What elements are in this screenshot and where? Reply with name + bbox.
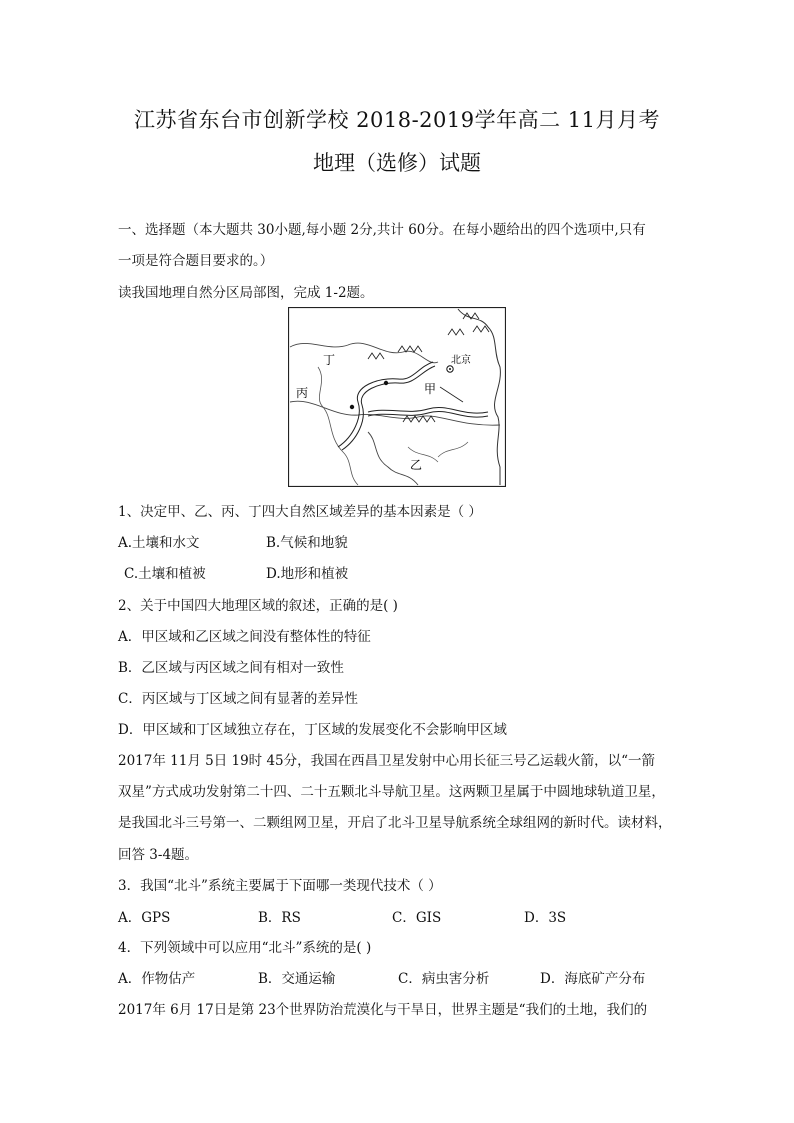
question-1-option-d: D.地形和植被 (266, 566, 349, 582)
passage-1-line: 是我国北斗三号第一、二颗组网卫星，开启了北斗卫星导航系统全球组网的新时代。读材料， (118, 815, 672, 831)
passage-2-line: 2017年 6月 17日是第 23个世界防治荒漠化与干旱日，世界主题是“我们的土地，我们的 (118, 1002, 648, 1018)
section-heading-cont: 一项是符合题目要求的。） (118, 253, 274, 269)
question-2-option-d: D．甲区域和丁区域独立存在，丁区域的发展变化不会影响甲区域 (118, 722, 507, 738)
city-dot (384, 381, 388, 385)
question-2-option-a: A．甲区域和乙区域之间没有整体性的特征 (118, 629, 371, 645)
exam-subtitle: 地理（选修）试题 (313, 151, 481, 175)
region-map (288, 307, 506, 487)
question-2-option-c: C．丙区域与丁区域之间有显著的差异性 (118, 691, 358, 707)
question-3-option-c: C．GIS (392, 910, 442, 926)
question-1-option-a: A.土壤和水文 (118, 535, 200, 551)
question-4-stem: 4．下列领域中可以应用“北斗”系统的是( ) (118, 940, 372, 956)
question-4-option-b: B．交通运输 (258, 971, 336, 987)
question-3-option-b: B．RS (258, 910, 301, 926)
question-3-option-d: D．3S (524, 910, 567, 926)
question-3-option-a: A．GPS (118, 910, 171, 926)
passage-1-line: 回答 3-4题。 (118, 847, 199, 863)
question-1-option-c: C.土壤和植被 (124, 566, 206, 582)
label-beijing: 北京 (451, 355, 471, 366)
city-dot (350, 405, 354, 409)
question-3-stem: 3．我国“北斗”系统主要属于下面哪一类现代技术（ ） (118, 878, 442, 894)
label-yi: 乙 (410, 458, 423, 472)
question-1-option-b: B.气候和地貌 (266, 535, 348, 551)
label-jia: 甲 (424, 382, 437, 396)
question-2-stem: 2、关于中国四大地理区域的叙述，正确的是( ) (118, 598, 398, 614)
map-intro: 读我国地理自然分区局部图，完成 1-2题。 (118, 285, 374, 301)
question-4-option-d: D．海底矿产分布 (540, 971, 646, 987)
passage-1-line: 2017年 11月 5日 19时 45分，我国在西昌卫星发射中心用长征三号乙运载火箭，以“一箭 (118, 753, 656, 769)
question-4-option-a: A．作物估产 (118, 971, 196, 987)
exam-title: 江苏省东台市创新学校 2018-2019学年高二 11月月考 (133, 108, 661, 132)
question-2-option-b: B．乙区域与丙区域之间有相对一致性 (118, 660, 344, 676)
question-4-option-c: C．病虫害分析 (398, 971, 490, 987)
question-1-stem: 1、决定甲、乙、丙、丁四大自然区域差异的基本因素是（ ） (118, 504, 482, 520)
map-frame (289, 308, 506, 487)
section-heading: 一、选择题（本大题共 30小题,每小题 2分,共计 60分。在每小题给出的四个选项中,只有 (118, 222, 646, 238)
passage-1-line: 双星”方式成功发射第二十四、二十五颗北斗导航卫星。这两颗卫星属于中圆地球轨道卫星， (118, 784, 665, 800)
label-ding: 丁 (323, 353, 336, 367)
label-bing: 丙 (296, 386, 309, 400)
